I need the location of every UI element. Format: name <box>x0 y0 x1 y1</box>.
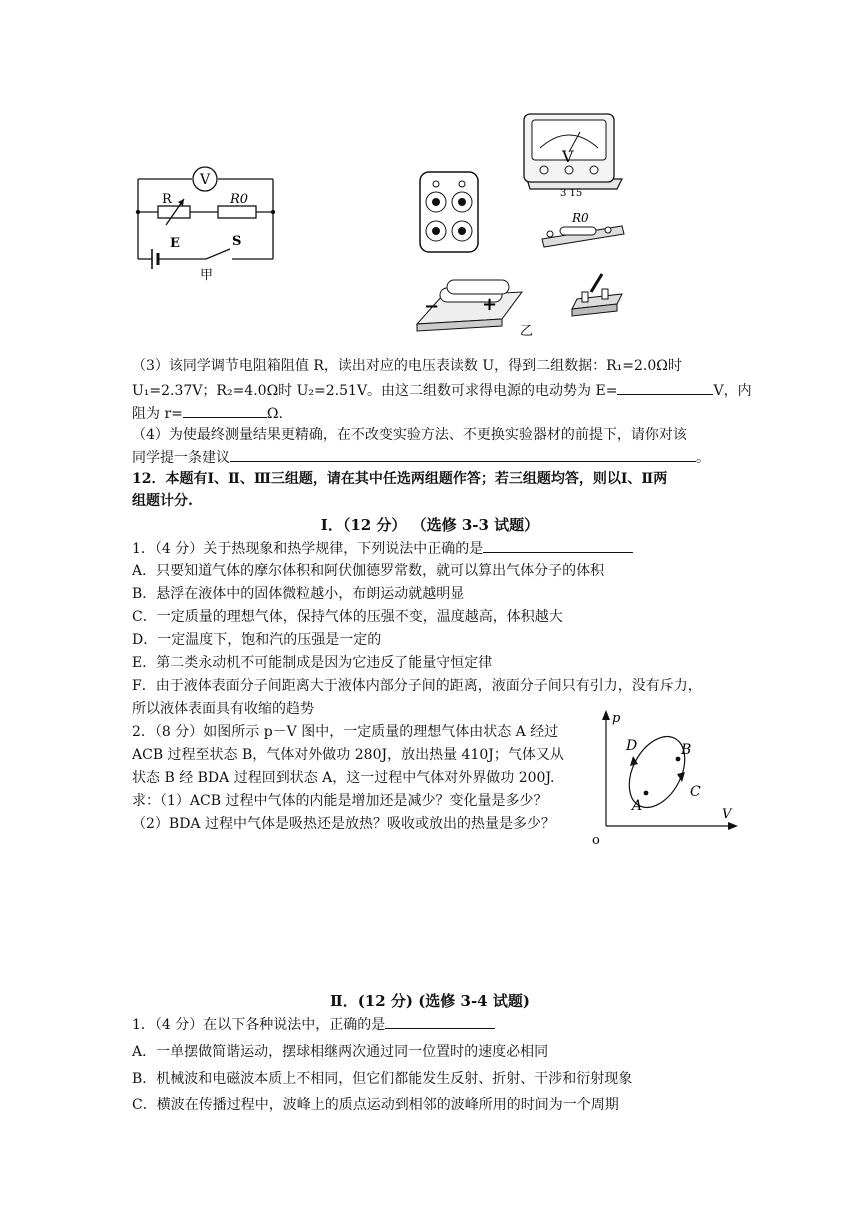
q11-part3-line2 <box>132 380 752 401</box>
emf-answer-blank[interactable] <box>617 380 713 395</box>
q12-instructions-line2: 组题计分. <box>132 493 193 509</box>
battery-minus-label: − <box>424 296 440 317</box>
section1-option-a: A．只要知道气体的摩尔体积和阿伏伽德罗常数，就可以算出气体分子的体积 <box>132 563 605 579</box>
section2-q1-answer-blank[interactable] <box>385 1014 495 1029</box>
cycle-arrow-left <box>630 756 638 766</box>
p-axis-label: p <box>612 711 621 726</box>
origin-label: o <box>592 833 600 848</box>
section2-q1-stem <box>132 1014 495 1035</box>
q11-part3-line1: （3）该同学调节电阻箱阻值 R，读出对应的电压表读数 U，得到二组数据：R₁=2.0Ω时 <box>132 358 682 374</box>
q11-part3-line3-text: 阻为 r= <box>132 406 183 422</box>
point-c-label: C <box>690 784 701 800</box>
point-a-label: A <box>632 798 643 814</box>
section1-option-e: E．第二类永动机不可能制成是因为它违反了能量守恒定律 <box>132 655 493 671</box>
point-b-dot <box>676 757 681 762</box>
q11-part3-line2-text: U₁=2.37V；R₂=4.0Ω时 U₂=2.51V。由这二组数可求得电源的电动势为 E= <box>132 383 618 399</box>
point-d-label: D <box>626 738 638 754</box>
switch-device <box>572 274 622 316</box>
section1-option-d: D．一定温度下，饱和汽的压强是一定的 <box>132 632 382 648</box>
q11-part3-line3 <box>132 403 283 424</box>
resistor-r0-device <box>542 226 624 247</box>
section1-q1-stem <box>132 538 633 559</box>
q12-instructions-line1: 12．本题有Ⅰ、Ⅱ、Ⅲ三组题，请在其中任选两组题作答；若三组题均答，则以Ⅰ、Ⅱ两 <box>132 471 668 487</box>
circuit-diagram-jia <box>130 165 280 285</box>
section2-option-b: B．机械波和电磁波本质上不相同，但它们都能发生反射、折射、干涉和衍射现象 <box>132 1071 633 1087</box>
section1-q1-stem-text: 1．（4 分）关于热现象和热学规律，下列说法中正确的是 <box>132 541 484 557</box>
q11-part3-line2-end: V，内 <box>713 383 752 399</box>
section2-q1-stem-text: 1．（4 分）在以下各种说法中，正确的是 <box>132 1017 386 1033</box>
section1-option-f: F．由于液体表面分子间距离大于液体内部分子间的距离，液面分子间只有引力，没有斥力， <box>132 678 702 694</box>
switch-label: S <box>232 234 242 249</box>
apparatus-figure-yi <box>412 104 642 340</box>
section1-option-c: C．一定质量的理想气体，保持气体的压强不变，温度越高，体积越大 <box>132 609 563 625</box>
v-axis-label: V <box>722 807 732 822</box>
emf-label: E <box>170 236 180 251</box>
cycle-arrow-right <box>677 772 685 782</box>
section1-option-b: B．悬浮在液体中的固体微粒越小，布朗运动就越明显 <box>132 586 465 602</box>
section1-q2-line5: （2）BDA 过程中气体是吸热还是放热？吸收或放出的热量是多少？ <box>132 816 555 832</box>
voltmeter-scale-label: 3 15 <box>560 188 583 199</box>
r0-label: R0 <box>230 192 249 207</box>
section1-q2-line1: 2．（8 分）如图所示 p－V 图中，一定质量的理想气体由状态 A 经过 <box>132 724 559 740</box>
section1-option-f-cont: 所以液体表面具有收缩的趋势 <box>132 701 314 717</box>
q11-part4-line1: （4）为使最终测量结果更精确，在不改变实验方法、不更换实验器材的前提下，请你对该 <box>132 427 687 443</box>
section1-q2-line3: 状态 B 经 BDA 过程回到状态 A，这一过程中气体对外界做功 200J. <box>132 770 555 786</box>
r0-device-label: R0 <box>572 211 589 225</box>
section1-q2-line2: ACB 过程至状态 B，气体对外做功 280J，放出热量 410J；气体又从 <box>132 747 564 763</box>
section1-q2-line4: 求：（1）ACB 过程中气体的内能是增加还是减少？变化量是多少？ <box>132 793 548 809</box>
q11-part4-line2-text: 同学提一条建议 <box>132 450 230 466</box>
voltmeter-device-label: V <box>562 147 574 166</box>
section2-option-a: A．一单摆做简谐运动，摆球相继两次通过同一位置时的速度必相同 <box>132 1044 549 1060</box>
point-a-dot <box>644 791 649 796</box>
internal-resistance-blank[interactable] <box>183 403 267 418</box>
q11-part3-line3-end: Ω. <box>266 406 283 422</box>
battery-plus-label: + <box>482 294 498 315</box>
point-b-label: B <box>681 742 692 758</box>
suggestion-answer-blank[interactable] <box>230 447 696 462</box>
figure-caption-jia: 甲 <box>200 268 214 283</box>
figure-caption-yi: 乙 <box>520 324 534 339</box>
voltmeter-label: V <box>199 172 211 188</box>
resistance-box <box>420 172 478 252</box>
section2-option-c: C．横波在传播过程中，波峰上的质点运动到相邻的波峰所用的时间为一个周期 <box>132 1097 619 1113</box>
q11-part4-line2 <box>132 447 710 468</box>
section2-title: Ⅱ．(12 分) (选修 3-4 试题) <box>330 992 530 1010</box>
resistor-box-label: R <box>162 192 172 207</box>
pv-graph <box>592 702 742 848</box>
section1-q1-answer-blank[interactable] <box>483 538 633 553</box>
q11-part4-line2-end: 。 <box>696 450 710 466</box>
section1-title: Ⅰ．（12 分） （选修 3-3 试题） <box>320 516 540 534</box>
